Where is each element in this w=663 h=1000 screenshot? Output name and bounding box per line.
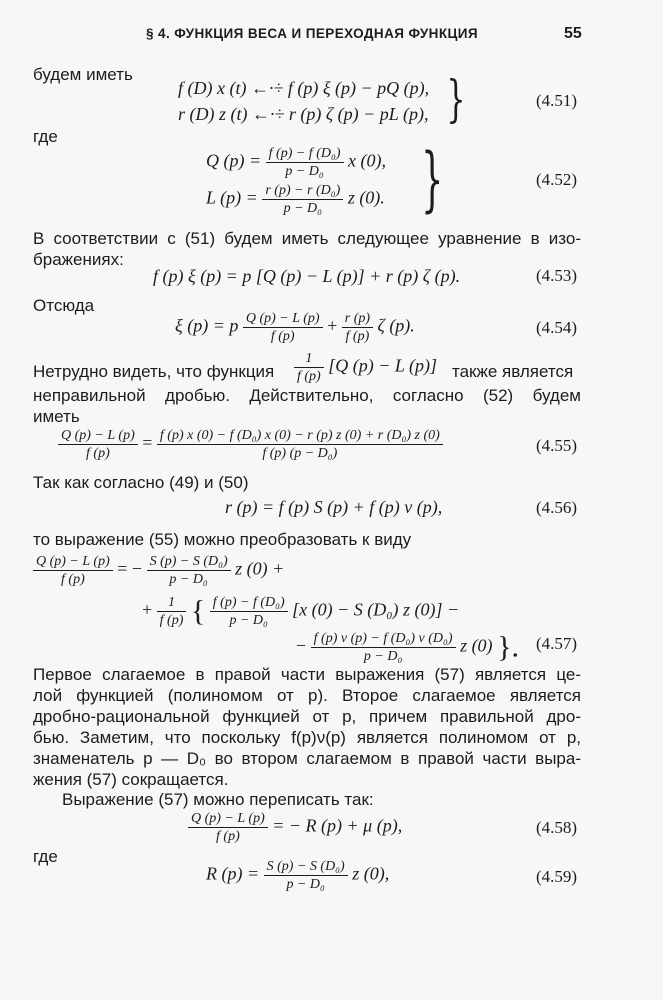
eq459-rhs: z (0), <box>352 863 390 884</box>
denominator: p − D₀ <box>283 201 323 216</box>
denominator: f (p) <box>297 369 321 384</box>
numerator: S (p) − S (D₀) <box>147 553 231 571</box>
denominator: f (p) (p − D₀) <box>262 446 338 461</box>
equation-number-4-51: (4.51) <box>536 91 578 110</box>
numerator: r (p) <box>342 310 373 328</box>
denominator: p − D₀ <box>285 164 324 179</box>
inline-bracket-expr: [Q (p) − L (p)] <box>328 355 438 376</box>
denominator: p − D₀ <box>229 613 268 628</box>
numerator: Q (p) − L (p) <box>33 553 113 571</box>
eq452a-lhs: Q (p) = <box>206 150 262 171</box>
eq454-rhs: ζ (p). <box>377 315 415 336</box>
denominator: f (p) <box>345 329 370 344</box>
text-gde-2: где <box>33 847 58 866</box>
numerator: 1 <box>157 594 187 612</box>
equation-4-51-line-2: r (D) z (t) ←·÷ r (p) ζ (p) − pL (p), <box>178 104 429 124</box>
fraction <box>58 427 138 462</box>
paragraph-2-line-2: неправильной дробью. Действительно, согласно (52) будем <box>33 386 581 405</box>
numerator: f (p) − f (D₀) <box>210 594 288 612</box>
equation-number-4-58: (4.58) <box>536 818 578 837</box>
denominator: p − D₀ <box>363 649 403 664</box>
equation-number-4-57: (4.57) <box>536 634 578 653</box>
fraction <box>311 630 456 665</box>
equation-number-4-52: (4.52) <box>536 170 578 189</box>
inline-expression <box>294 350 437 385</box>
numerator: f (p) − f (D₀) <box>266 145 344 163</box>
denominator: f (p) <box>159 613 184 628</box>
eq452a-rhs: x (0), <box>348 150 386 171</box>
denominator: p − D₀ <box>286 877 325 892</box>
eq457-l1-rhs: z (0) + <box>235 558 285 579</box>
eq458-rhs: = − R (p) + μ (p), <box>272 815 403 836</box>
plus-sign: + <box>142 599 153 620</box>
equation-4-59 <box>206 858 389 893</box>
fraction <box>243 310 323 345</box>
right-brace-icon: } <box>421 138 444 220</box>
equation-number-4-56: (4.56) <box>536 498 578 517</box>
equation-number-4-55: (4.55) <box>536 436 578 455</box>
equation-4-53: f (p) ξ (p) = p [Q (p) − L (p)] + r (p) ζ (p). <box>153 266 461 286</box>
paragraph-5-line-2: лой функцией (полиномом от p). Второе слагаемое является <box>33 686 581 705</box>
equation-number-4-59: (4.59) <box>536 867 578 886</box>
fraction <box>294 350 324 385</box>
numerator: r (p) − r (D₀) <box>262 182 343 200</box>
eq457-l2-rhs: [x (0) − S (D₀) z (0)] − <box>292 599 460 620</box>
paragraph-5-line-6: жения (57) сокращается. <box>33 770 229 789</box>
paragraph-5-line-4: бью. Заметим, что поскольку f(p)ν(p) является полиномом от p, <box>33 728 581 747</box>
plus-sign: + <box>327 315 338 336</box>
paragraph-5-line-5: знаменатель p — D₀ во втором слагаемом в правой части выра- <box>33 749 581 768</box>
equation-4-54 <box>175 310 415 345</box>
eq454-lhs: ξ (p) = p <box>175 315 239 336</box>
text-gde-1: где <box>33 127 58 146</box>
fraction <box>157 594 187 629</box>
denominator: p − D₀ <box>169 572 208 587</box>
paragraph-2-line-3: иметь <box>33 407 80 426</box>
paragraph-4: то выражение (55) можно преобразовать к виду <box>33 530 412 549</box>
equals-sign: = <box>142 432 153 453</box>
paragraph-2-line-1a: Нетрудно видеть, что функция <box>33 362 275 381</box>
equation-4-52-line-1 <box>206 145 386 180</box>
equation-4-52-line-2 <box>206 182 385 217</box>
equation-4-55 <box>58 427 443 462</box>
equation-number-4-53: (4.53) <box>536 266 578 285</box>
fraction <box>262 182 343 217</box>
denominator: f (p) <box>270 329 295 344</box>
denominator: f (p) <box>216 829 240 844</box>
numerator: S (p) − S (D₀) <box>264 858 348 876</box>
fraction <box>147 553 231 588</box>
equation-4-51-line-1: f (D) x (t) ←·÷ f (p) ξ (p) − pQ (p), <box>178 78 430 98</box>
eq452b-lhs: L (p) = <box>206 187 258 208</box>
text-otsyuda: Отсюда <box>33 296 95 315</box>
equals-minus: = − <box>117 558 143 579</box>
text-budem-imet: будем иметь <box>33 65 133 84</box>
numerator: f (p) ν (p) − f (D₀) ν (D₀) <box>311 630 456 648</box>
equation-number-4-54: (4.54) <box>536 318 578 337</box>
denominator: f (p) <box>86 446 110 461</box>
equation-4-57-line-3 <box>296 630 519 665</box>
paragraph-1-line-2: бражениях: <box>33 250 124 269</box>
numerator: 1 <box>294 350 324 368</box>
numerator: Q (p) − L (p) <box>58 427 138 445</box>
right-brace-icon: } <box>446 70 466 128</box>
running-header: § 4. ФУНКЦИЯ ВЕСА И ПЕРЕХОДНАЯ ФУНКЦИЯ <box>146 26 478 41</box>
fraction <box>188 810 268 845</box>
page-number: 55 <box>564 25 582 42</box>
minus-sign: − <box>296 635 307 656</box>
fraction <box>264 858 348 893</box>
equation-4-56: r (p) = f (p) S (p) + f (p) ν (p), <box>225 497 443 517</box>
fraction <box>266 145 344 180</box>
paragraph-3: Так как согласно (49) и (50) <box>33 473 249 492</box>
paragraph-2-line-1b: также является <box>452 362 574 381</box>
numerator: Q (p) − L (p) <box>243 310 323 328</box>
right-brace-icon: }. <box>497 630 519 664</box>
paragraph-5-line-3: дробно-рациональной функцией от p, причем правильной дро- <box>33 707 581 726</box>
numerator: Q (p) − L (p) <box>188 810 268 828</box>
eq457-l3-rhs: z (0) <box>460 635 493 656</box>
paragraph-6: Выражение (57) можно переписать так: <box>62 790 374 809</box>
eq459-lhs: R (p) = <box>206 863 260 884</box>
fraction <box>33 553 113 588</box>
paragraph-5-line-1: Первое слагаемое в правой части выражения (57) является це- <box>33 665 581 684</box>
paragraph-1-line-1: В соответствии с (51) будем иметь следующее уравнение в изо- <box>33 229 581 248</box>
fraction <box>157 427 443 462</box>
equation-4-57-line-2 <box>142 594 459 629</box>
equation-4-58 <box>188 810 402 845</box>
equation-4-57-line-1 <box>33 553 284 588</box>
numerator: f (p) x (0) − f (D₀) x (0) − r (p) z (0) + r (D₀) z (0) <box>157 427 443 445</box>
left-brace-icon: { <box>190 594 206 628</box>
fraction <box>342 310 373 345</box>
fraction <box>210 594 288 629</box>
denominator: f (p) <box>61 572 85 587</box>
eq452b-rhs: z (0). <box>347 187 385 208</box>
